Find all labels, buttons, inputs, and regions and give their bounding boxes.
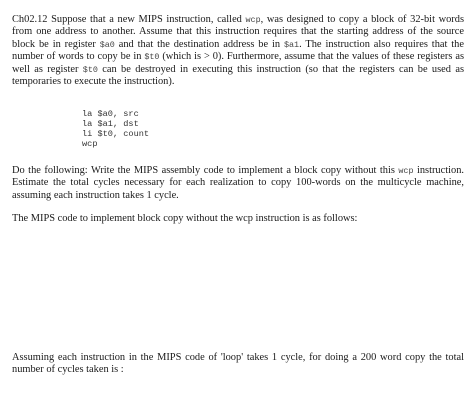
register-a0: $a0 (99, 39, 115, 50)
answer-intro: The MIPS code to implement block copy without the wcp instruction is as follows: (12, 213, 358, 224)
problem-text-5: (which is > 0). Furthermore, assume that the values of these registers as well as register (12, 51, 464, 75)
instruction-name-wcp: wcp (245, 15, 261, 25)
problem-statement (12, 14, 464, 88)
problem-text-1: Ch02.12 Suppose that a new MIPS instruction, called (12, 14, 246, 25)
problem-text-3: and that the destination address be in (114, 38, 284, 50)
register-t0: $t0 (144, 52, 160, 63)
problem-text-2: , was designed to copy a block of 32-bit words from one address to another. Assume that this instruction requires that the starting address of the source block be in register (12, 14, 465, 50)
problem-text-6: can be destroyed in executing this instruction (so that the registers can be used as temporaries to execute the instruction). (12, 63, 464, 88)
task-text-2: instruction. Estimate the total cycles necessary for each realization to copy 100-words on the multicycle machine, assuming each instruction takes 1 cycle. (12, 165, 464, 201)
register-t0-second: $t0 (82, 64, 98, 75)
code-line: la $a1, dst (82, 119, 139, 129)
register-a1: $a1 (284, 39, 300, 50)
code-line: li $t0, count (82, 129, 150, 139)
code-block (82, 109, 149, 149)
task-instruction-wcp: wcp (398, 166, 414, 176)
task-text-1: Do the following: Write the MIPS assembly code to implement a block copy without this (12, 165, 399, 176)
problem-text-4: . The instruction also requires that the number of words to copy be in (12, 38, 464, 63)
task-statement (12, 165, 464, 202)
code-line: wcp (82, 139, 98, 149)
code-line: la $a0, src (82, 109, 139, 119)
cycles-statement: Assuming each instruction in the MIPS code of 'loop' takes 1 cycle, for doing a 200 word copy the total number of cycles taken is : (12, 352, 464, 376)
